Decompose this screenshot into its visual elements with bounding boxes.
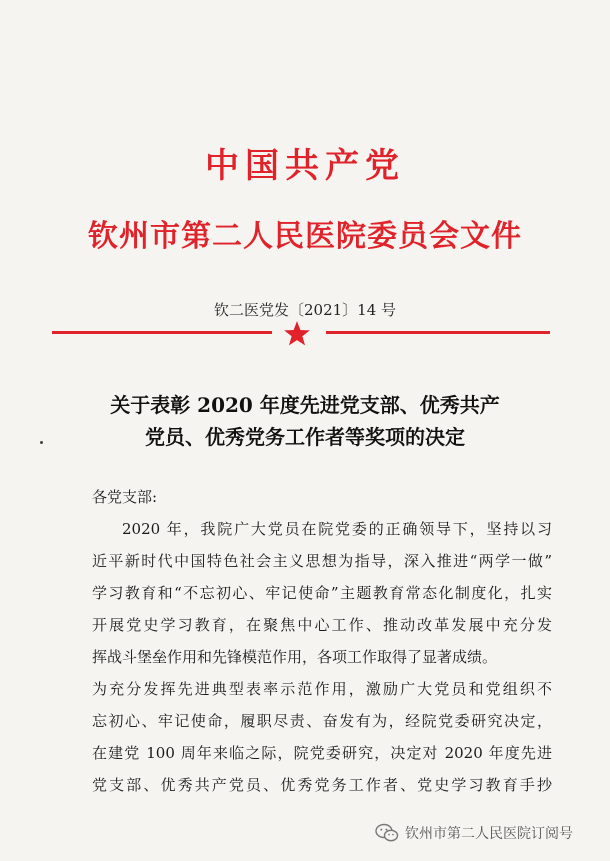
document-number: 钦二医党发〔2021〕14 号 bbox=[213, 301, 397, 319]
wechat-watermark bbox=[375, 820, 573, 846]
red-rule-right bbox=[326, 331, 550, 334]
wechat-icon bbox=[375, 823, 399, 843]
body-line: 党支部、优秀共产党员、优秀党务工作者、党史学习教育手抄 bbox=[92, 776, 552, 794]
body-line: 为充分发挥先进典型表率示范作用，激励广大党员和党组织不 bbox=[92, 680, 552, 698]
document-title-line-2: 党员、优秀党务工作者等奖项的决定 bbox=[145, 425, 465, 449]
body-line: 挥战斗堡垒作用和先锋模范作用，各项工作取得了显著成绩。 bbox=[92, 648, 498, 666]
red-star-icon bbox=[283, 320, 311, 348]
document-title-line-1: 关于表彰 2020 年度先进党支部、优秀共产 bbox=[110, 393, 500, 417]
body-line: 近平新时代中国特色社会主义思想为指导，深入推进“两学一做” bbox=[92, 552, 552, 570]
body-line: 开展党史学习教育，在聚焦中心工作、推动改革发展中充分发 bbox=[92, 616, 552, 634]
red-rule-left bbox=[52, 331, 272, 334]
scan-speck bbox=[40, 441, 43, 444]
header-party-name: 中国共产党 bbox=[205, 146, 405, 186]
body-line: 在建党 100 周年来临之际，院党委研究，决定对 2020 年度先进 bbox=[92, 744, 552, 762]
watermark-text: 钦州市第二人民医院订阅号 bbox=[405, 826, 573, 842]
body-line: 忘初心、牢记使命，履职尽责、奋发有为，经院党委研究决定， bbox=[92, 712, 552, 730]
header-committee-document: 钦州市第二人民医院委员会文件 bbox=[88, 219, 522, 254]
body-line: 2020 年，我院广大党员在院党委的正确领导下，坚持以习 bbox=[122, 520, 552, 538]
salutation: 各党支部: bbox=[92, 488, 158, 506]
body-line: 学习教育和“不忘初心、牢记使命”主题教育常态化制度化，扎实 bbox=[92, 584, 552, 602]
